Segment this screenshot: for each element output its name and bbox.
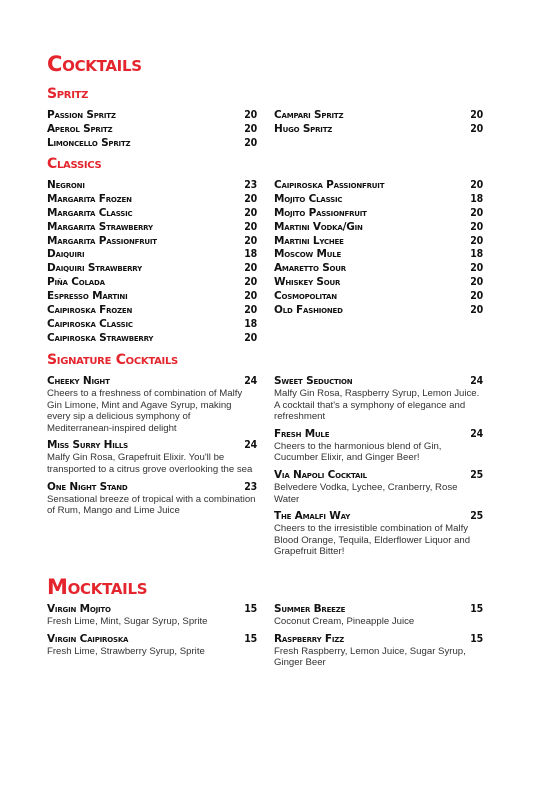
item-name: Martini Lychee (274, 234, 344, 247)
classics-title: Classics (47, 156, 102, 172)
item-name: Whiskey Sour (274, 276, 341, 289)
item-description: Fresh Lime, Mint, Sugar Syrup, Sprite (47, 616, 208, 627)
item-price: 20 (244, 234, 257, 247)
item-price: 18 (244, 317, 257, 330)
item-name: Moscow Mule (274, 248, 342, 261)
menu-item (47, 603, 257, 628)
menu-item (274, 109, 483, 123)
item-name: Old Fashioned (274, 304, 343, 317)
item-name: Daiquiri Strawberry (47, 262, 142, 275)
item-price: 18 (244, 248, 257, 261)
item-description: Cheers to the irresistible combination of Malfy Blood Orange, Tequila, Elderflower Liquor and Grapefruit Bitter! (274, 523, 471, 558)
item-price: 18 (470, 248, 483, 261)
menu-item (47, 109, 257, 123)
item-price: 25 (470, 510, 483, 523)
item-price: 15 (470, 632, 483, 645)
menu-item (274, 469, 483, 505)
item-name: Margarita Strawberry (47, 220, 153, 233)
item-name: Negroni (47, 179, 85, 191)
menu-item (47, 137, 257, 151)
menu-item (274, 235, 483, 249)
item-description: Cheers to the harmonious blend of Gin, Cucumber Elixir, and Ginger Beer! (274, 440, 442, 464)
item-name: Mojito Classic (274, 192, 343, 205)
item-price: 20 (244, 290, 257, 303)
item-name: Limoncello Spritz (47, 136, 131, 149)
menu-item (47, 276, 257, 290)
item-price: 18 (470, 192, 483, 205)
item-price: 20 (470, 304, 483, 317)
item-name: Mojito Passionfruit (274, 206, 367, 219)
menu-item (274, 290, 483, 304)
item-price: 20 (244, 122, 257, 135)
item-name: The Amalfi Way (274, 510, 351, 523)
menu-item (274, 207, 483, 221)
menu-item (47, 332, 257, 346)
menu-item (47, 375, 257, 434)
menu-item (47, 193, 257, 207)
item-price: 25 (470, 468, 483, 481)
menu-item (47, 248, 257, 262)
item-price: 20 (470, 290, 483, 303)
classics-right-list (274, 179, 483, 318)
item-name: Virgin Caipiroska (47, 632, 129, 645)
menu-item (274, 262, 483, 276)
item-price: 20 (470, 234, 483, 247)
item-name: Piña Colada (47, 276, 105, 289)
menu-item (47, 235, 257, 249)
menu-item (274, 510, 483, 558)
menu-item (47, 481, 257, 517)
item-price: 20 (470, 179, 483, 191)
menu-item (274, 603, 483, 628)
item-name: Passion Spritz (47, 109, 116, 121)
item-price: 20 (244, 276, 257, 289)
menu-item (274, 633, 483, 669)
menu-item (47, 123, 257, 137)
menu-item (47, 290, 257, 304)
menu-item (47, 318, 257, 332)
menu-item (274, 193, 483, 207)
item-name: Virgin Mojito (47, 603, 111, 615)
item-price: 20 (470, 262, 483, 275)
item-name: Caipiroska Strawberry (47, 331, 154, 344)
signature-left-list (47, 375, 257, 522)
item-price: 20 (470, 206, 483, 219)
menu-item (274, 179, 483, 193)
cocktails-title: Cocktails (47, 52, 142, 76)
item-description: Belvedere Vodka, Lychee, Cranberry, Rose Water (274, 481, 458, 505)
signature-title: Signature Cocktails (47, 352, 178, 368)
item-price: 20 (244, 206, 257, 219)
menu-item (47, 179, 257, 193)
mocktails-title: Mocktails (47, 575, 148, 599)
menu-item (47, 304, 257, 318)
menu-item (274, 248, 483, 262)
item-name: Summer Breeze (274, 603, 346, 615)
item-price: 23 (244, 480, 257, 493)
menu-item (274, 221, 483, 235)
classics-left-list (47, 179, 257, 346)
item-description: Malfy Gin Rosa, Grapefruit Elixir. You'll be transported to a citrus grove overlooking the sea (47, 452, 253, 475)
menu-item (47, 207, 257, 221)
menu-item (274, 375, 483, 423)
mocktails-left-list (47, 603, 257, 662)
item-price: 15 (244, 632, 257, 645)
menu-item (274, 276, 483, 290)
item-price: 20 (470, 122, 483, 135)
item-price: 15 (470, 603, 483, 615)
item-name: Caipiroska Classic (47, 317, 133, 330)
item-name: One Night Stand (47, 480, 128, 493)
item-name: Caipiroska Frozen (47, 304, 133, 317)
item-name: Cosmopolitan (274, 290, 337, 303)
item-price: 20 (244, 192, 257, 205)
item-price: 20 (244, 220, 257, 233)
item-price: 20 (244, 262, 257, 275)
item-description: Cheers to a freshness of combination of Malfy Gin Limone, Mint and Agave Syrup, making every sip a delicious symphony of Mediterranean-inspired delight (47, 388, 243, 434)
item-price: 20 (470, 276, 483, 289)
item-price: 23 (244, 179, 257, 191)
item-name: Campari Spritz (274, 109, 344, 121)
item-name: Martini Vodka/Gin (274, 220, 363, 233)
item-name: Sweet Seduction (274, 375, 353, 387)
item-name: Amaretto Sour (274, 262, 346, 275)
item-price: 20 (244, 331, 257, 344)
menu-item (274, 428, 483, 464)
item-description: Malfy Gin Rosa, Raspberry Syrup, Lemon Juice. A cocktail that's a symphony of elegance and refreshment (274, 388, 480, 423)
item-name: Daiquiri (47, 248, 85, 261)
item-name: Caipiroska Passionfruit (274, 179, 385, 191)
item-price: 24 (244, 439, 257, 452)
item-price: 20 (470, 220, 483, 233)
menu-item (47, 262, 257, 276)
menu-item (47, 439, 257, 475)
spritz-title: Spritz (47, 86, 89, 102)
item-name: Margarita Classic (47, 206, 133, 219)
signature-right-list (274, 375, 483, 563)
mocktails-right-list (274, 603, 483, 674)
item-price: 24 (470, 427, 483, 440)
item-description: Sensational breeze of tropical with a combination of Rum, Mango and Lime Juice (47, 493, 256, 517)
item-price: 20 (244, 304, 257, 317)
menu-item (274, 123, 483, 137)
item-name: Fresh Mule (274, 427, 330, 440)
item-name: Margarita Frozen (47, 192, 132, 205)
item-name: Aperol Spritz (47, 122, 113, 135)
item-name: Cheeky Night (47, 375, 110, 387)
menu-item (47, 221, 257, 235)
item-name: Margarita Passionfruit (47, 234, 157, 247)
item-price: 24 (244, 375, 257, 387)
item-name: Hugo Spritz (274, 122, 333, 135)
menu-item (274, 304, 483, 318)
item-price: 20 (244, 136, 257, 149)
item-price: 15 (244, 603, 257, 615)
item-name: Via Napoli Cocktail (274, 468, 367, 481)
menu-item (47, 633, 257, 658)
item-name: Espresso Martini (47, 290, 128, 303)
item-description: Fresh Lime, Strawberry Syrup, Sprite (47, 645, 205, 657)
item-name: Raspberry Fizz (274, 632, 345, 645)
item-name: Miss Surry Hills (47, 439, 128, 452)
item-description: Fresh Raspberry, Lemon Juice, Sugar Syrup, Ginger Beer (274, 645, 466, 669)
item-price: 24 (470, 375, 483, 387)
item-description: Coconut Cream, Pineapple Juice (274, 616, 415, 627)
spritz-right-list (274, 109, 483, 137)
spritz-left-list (47, 109, 257, 151)
item-price: 20 (244, 109, 257, 121)
item-price: 20 (470, 109, 483, 121)
